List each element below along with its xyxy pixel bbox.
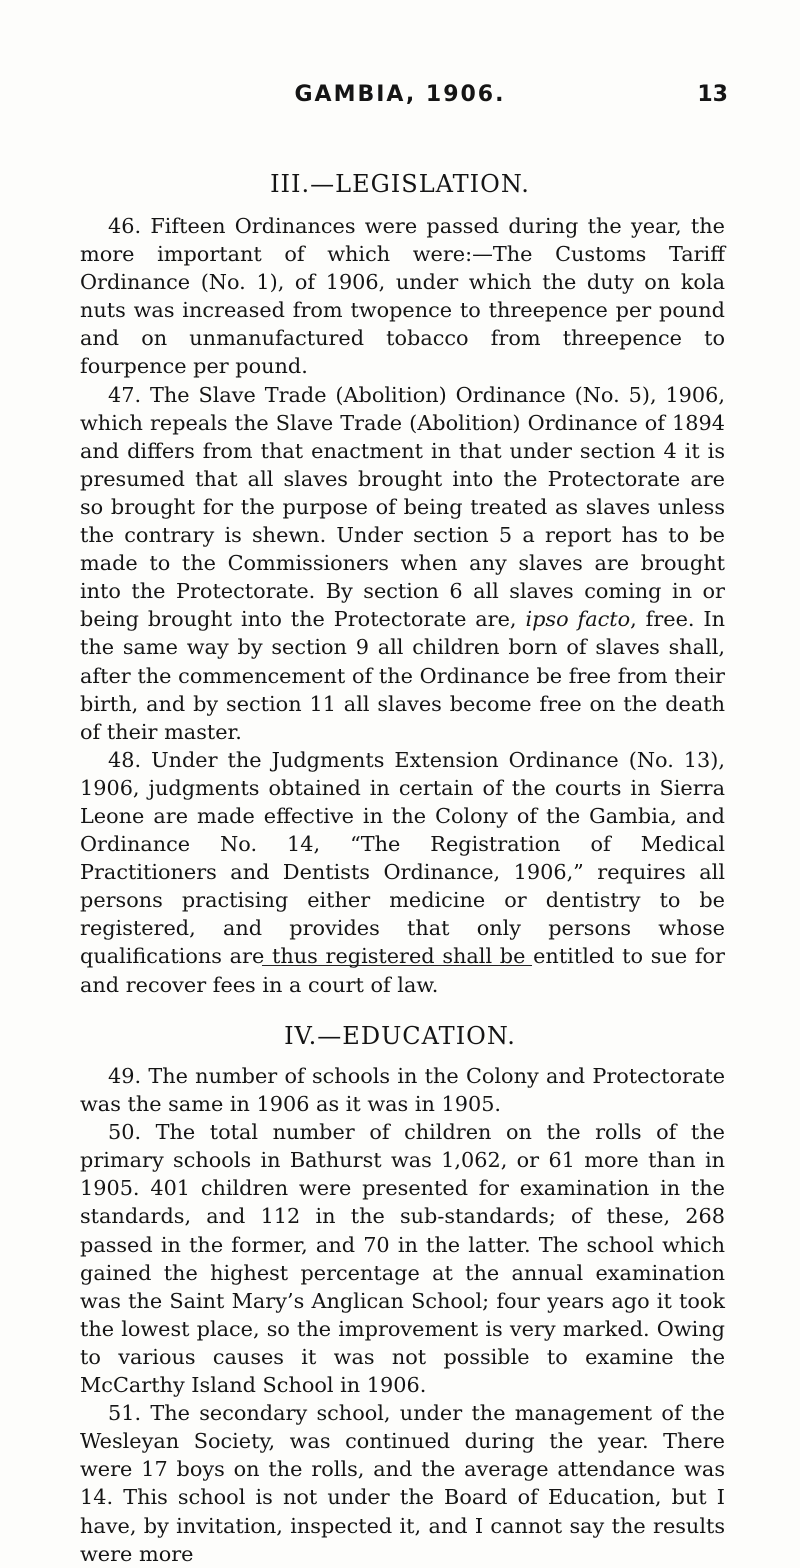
paragraph-47-text-b: , free. In the same way by section 9 all children born of slaves shall, after the commencement of the Ordinance be free from their birth, and by section 11 all slaves become free on the death of their master. (80, 607, 725, 744)
paragraph-49: 49. The number of schools in the Colony and Protectorate was the same in 1906 as it was in 1905. (80, 1064, 725, 1117)
education-body (80, 1062, 725, 1568)
paragraph-48: 48. Under the Judgments Extension Ordinance (No. 13), 1906, judgments obtained in certain of the courts in Sierra Leone are made effective in the Colony of the Gambia, and Ordinance No. 14, “The Registration of Medical Practitioners and Dentists Ordinance, 1906,” requires all persons practising either medicine or dentistry to be registered, and provides that only persons whose qualifications are thus registered shall be entitled to sue for and recover fees in a court of law. (80, 747, 725, 997)
section-heading-education: IV.—EDUCATION. (284, 1022, 516, 1050)
legislation-body (80, 212, 725, 999)
paragraph-47 (80, 381, 725, 746)
latin-phrase: ipso facto (525, 607, 631, 632)
running-header (0, 82, 800, 112)
section-divider (262, 965, 532, 966)
running-title: GAMBIA, 1906. (294, 82, 506, 107)
page-number: 13 (697, 82, 728, 107)
paragraph-47-text-a: 47. The Slave Trade (Abolition) Ordinance (No. 5), 1906, which repeals the Slave Trade (Abolition) Ordinance of 1894 and differs from that enactment in that under section 4 it is presumed that all slaves brought into the Protectorate are so brought for the purpose of being treated as slaves unless the contrary is shewn. Under section 5 a report has to be made to the Commissioners when any slaves are brought into the Protectorate. By section 6 all slaves coming in or being brought into the Protectorate are, (80, 382, 725, 632)
paragraph-51: 51. The secondary school, under the management of the Wesleyan Society, was continued during the year. There were 17 boys on the rolls, and the average attendance was 14. This school is not under the Board of Education, but I have, by invitation, inspected it, and I cannot say the results were more (80, 1401, 725, 1566)
paragraph-46: 46. Fifteen Ordinances were passed during the year, the more important of which were:—The Customs Tariff Ordinance (No. 1), of 1906, under which the duty on kola nuts was increased from twopence to threepence per pound and on unmanufactured tobacco from threepence to fourpence per pound. (80, 214, 725, 379)
paragraph-50: 50. The total number of children on the rolls of the primary schools in Bathurst was 1,062, or 61 more than in 1905. 401 children were presented for examination in the standards, and 112 in the sub-standards; of these, 268 passed in the former, and 70 in the latter. The school which gained the highest percentage at the annual examination was the Saint Mary’s Anglican School; four years ago it took the lowest place, so the improvement is very marked. Owing to various causes it was not possible to examine the McCarthy Island School in 1906. (80, 1120, 725, 1398)
section-heading-legislation: III.—LEGISLATION. (270, 170, 530, 198)
